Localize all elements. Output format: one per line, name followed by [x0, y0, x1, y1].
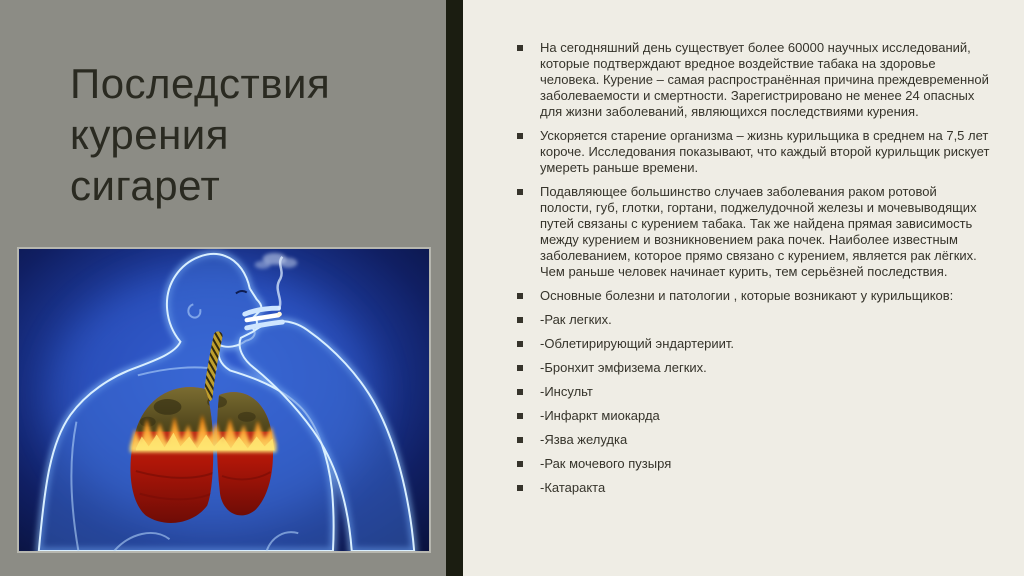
bullet-item — [517, 184, 990, 280]
bullet-item — [517, 40, 990, 120]
bullet-item — [517, 336, 990, 352]
vertical-divider-bar — [446, 0, 463, 576]
bullet-text: -Инсульт — [540, 384, 593, 399]
bullet-square-icon — [517, 365, 523, 371]
bullet-square-icon — [517, 317, 523, 323]
bullet-square-icon — [517, 485, 523, 491]
bullet-list — [517, 40, 990, 504]
bullet-text: Ускоряется старение организма – жизнь курильщика в среднем на 7,5 лет короче. Исследования показывают, что каждый второй курильщик рискует умереть раньше времени. — [540, 128, 990, 175]
bullet-square-icon — [517, 293, 523, 299]
bullet-item — [517, 360, 990, 376]
bullet-text: -Бронхит эмфизема легких. — [540, 360, 707, 375]
bullet-text: -Рак легких. — [540, 312, 612, 327]
xray-smoker-illustration — [19, 249, 429, 551]
bullet-square-icon — [517, 461, 523, 467]
bullet-item — [517, 456, 990, 472]
bullet-square-icon — [517, 45, 523, 51]
bullet-square-icon — [517, 437, 523, 443]
bullet-item — [517, 432, 990, 448]
cigarette-tip — [277, 312, 282, 317]
bullet-square-icon — [517, 133, 523, 139]
bullet-text: -Язва желудка — [540, 432, 628, 447]
bullet-text: -Облетирирующий эндартериит. — [540, 336, 735, 351]
bullet-item — [517, 408, 990, 424]
bullet-text: Подавляющее большинство случаев заболевания раком ротовой полости, губ, глотки, гортани, поджелудочной железы и мочевыводящих путей связаны с курением табака. Так же найдена прямая зависимость между курением и возникновением рака почек. Наиболее известным заболеванием, которое прямо связано с курением, является рак лёгких. Чем раньше человек начинает курить, тем серьёзней последствия. — [540, 184, 977, 279]
bullet-square-icon — [517, 413, 523, 419]
bullet-text: -Рак мочевого пузыря — [540, 456, 672, 471]
bullet-item — [517, 480, 990, 496]
bullet-square-icon — [517, 189, 523, 195]
bullet-item — [517, 384, 990, 400]
bullet-text: На сегодняшний день существует более 60000 научных исследований, которые подтверждают вредное воздействие табака на здоровье человека. Курение – самая распространённая причина преждевременной заболеваемости и смертности. Зарегистрировано не менее 24 опасных для жизни заболеваний, являющихся последствиями курения. — [540, 40, 989, 119]
bullet-text: Основные болезни и патологии , которые возникают у курильщиков: — [540, 288, 954, 303]
smoking-lungs-image — [17, 247, 431, 553]
bullet-text: -Катаракта — [540, 480, 606, 495]
bullet-item — [517, 312, 990, 328]
bullet-square-icon — [517, 389, 523, 395]
slide-title: Последствия курения сигарет — [70, 60, 331, 209]
bullet-item — [517, 128, 990, 176]
bullet-text: -Инфаркт миокарда — [540, 408, 660, 423]
bullet-square-icon — [517, 341, 523, 347]
bullet-item — [517, 288, 990, 304]
